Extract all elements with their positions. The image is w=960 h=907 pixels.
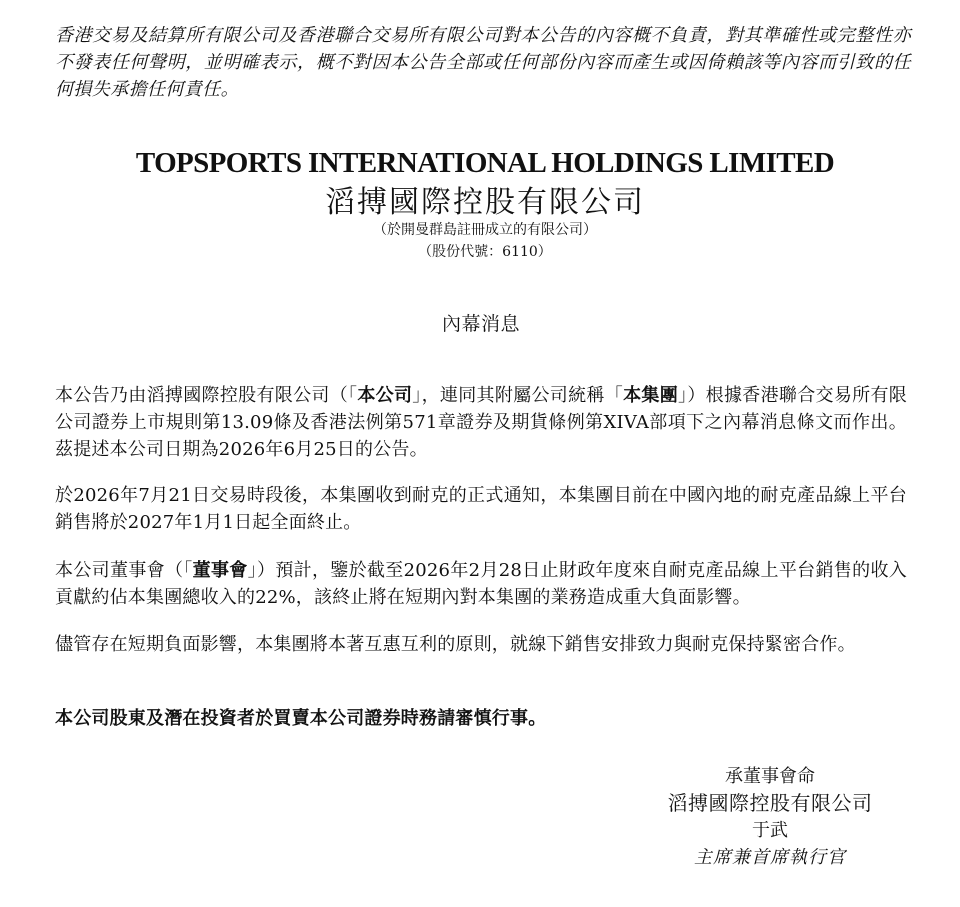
defined-term-board: 董事會 xyxy=(192,560,248,581)
paragraph-cooperation: 儘管存在短期負面影響，本集團將本著互惠互利的原則，就線下銷售安排致力與耐克保持緊密合作。 xyxy=(55,634,856,655)
signature-name: 于武 xyxy=(752,820,788,841)
paragraph-text: 」）根據香港聯合交易所有限公司證券上市規則第13.09條及香港法例第571章證券及期貨條例第XIVA部項下之內幕消息條文而作出。茲提述本公司日期為2026年6月25日的公告。 xyxy=(55,385,907,460)
signature-company: 滔搏國際控股有限公司 xyxy=(667,791,873,815)
signature-block xyxy=(620,763,920,871)
paragraph-notice: 於2026年7月21日交易時段後，本集團收到耐克的正式通知，本集團目前在中國內地的耐克產品線上平台銷售將於2027年1月1日起全面終止。 xyxy=(55,485,907,533)
paragraph-text: 本公告乃由滔搏國際控股有限公司（「 xyxy=(55,385,358,406)
disclaimer-text: 香港交易及結算所有限公司及香港聯合交易所有限公司對本公告的內容概不負責，對其準確性或完整性亦不發表任何聲明，並明確表示，概不對因本公告全部或任何部份內容而產生或因倚賴該等內容而引致的任何損失承擔任何責任。 xyxy=(55,25,911,100)
signature-role: 主席兼首席執行官 xyxy=(694,847,846,868)
company-name-chinese: 滔搏國際控股有限公司 xyxy=(325,185,645,220)
paragraph-text: 本公司董事會（「 xyxy=(55,560,193,581)
paragraph-introduction xyxy=(55,382,907,463)
company-name-english: TOPSPORTS INTERNATIONAL HOLDINGS LIMITED xyxy=(135,147,835,179)
paragraph-text: 」，連同其附屬公司統稱「 xyxy=(412,385,624,406)
paragraph-impact xyxy=(55,557,907,611)
paragraph-caution: 本公司股東及潛在投資者於買賣本公司證券時務請審慎行事。 xyxy=(55,708,547,729)
stock-code: （股份代號：6110） xyxy=(418,244,552,260)
announcement-title: 內幕消息 xyxy=(441,313,520,335)
paragraph-text: 」）預計，鑒於截至2026年2月28日止財政年度來自耐克產品線上平台銷售的收入貢獻約佔本集團總收入的22%，該終止將在短期內對本集團的業務造成重大負面影響。 xyxy=(55,560,907,608)
defined-term-group: 本集團 xyxy=(623,385,679,406)
signature-by-order: 承董事會命 xyxy=(725,766,815,787)
defined-term-company: 本公司 xyxy=(357,385,413,406)
incorporation-note: （於開曼群島註冊成立的有限公司） xyxy=(373,222,597,238)
